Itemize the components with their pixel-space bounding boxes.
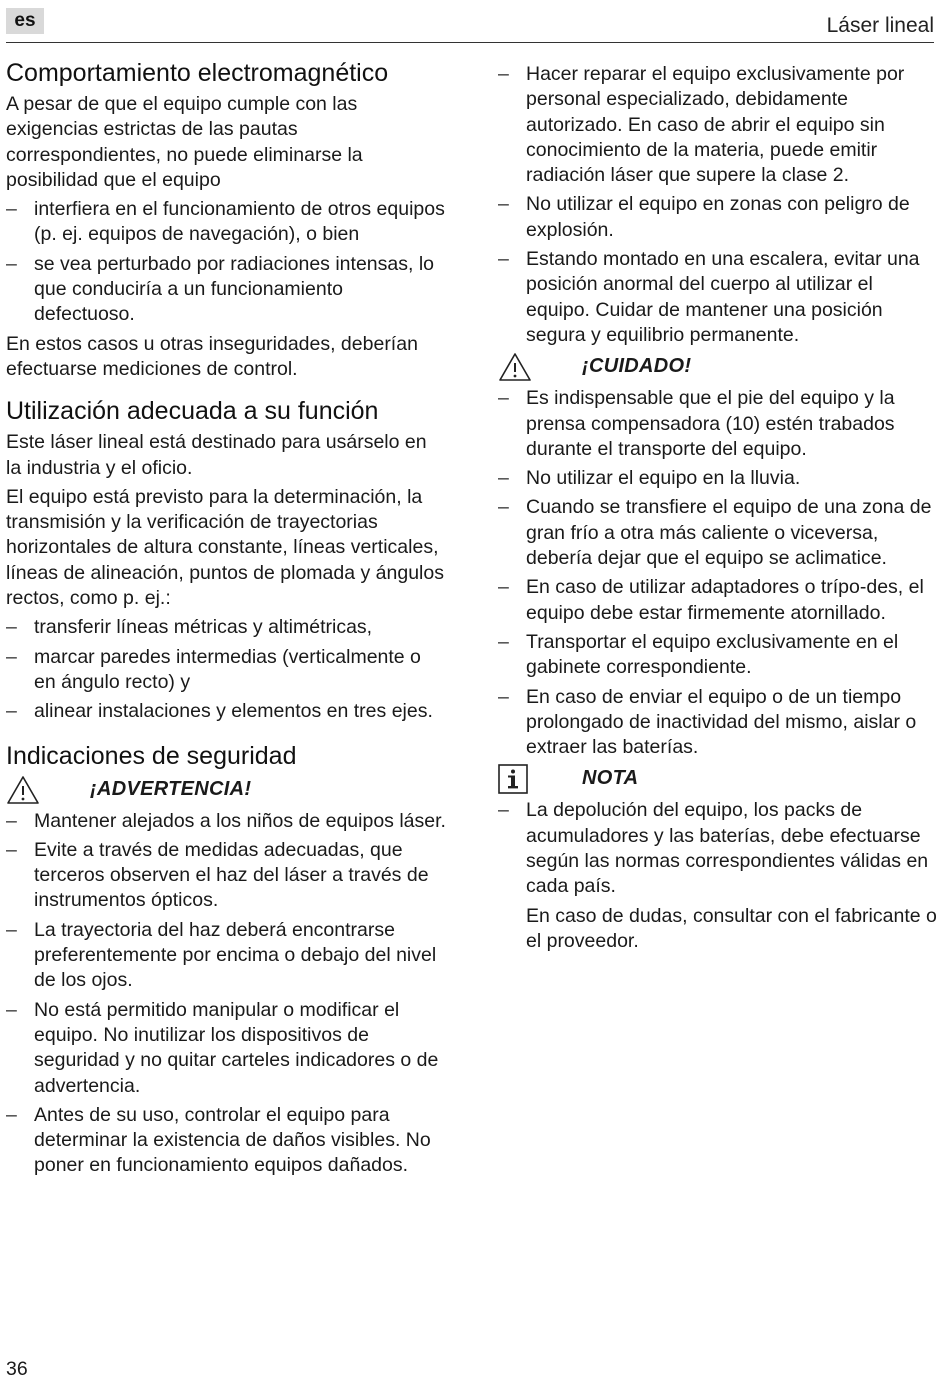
note-text: En caso de dudas, consultar con el fabricante o el proveedor. <box>526 904 937 952</box>
list-item: – interfiera en el funcionamiento de otros equipos (p. ej. equipos de navegación), o bien <box>6 197 446 248</box>
list-item: – Mantener alejados a los niños de equipos láser. <box>6 809 446 834</box>
info-icon <box>498 764 528 799</box>
note-callout <box>498 764 938 796</box>
note-label: NOTA <box>582 767 639 790</box>
language-badge: es <box>6 8 44 34</box>
list-item: – No utilizar el equipo en zonas con peligro de explosión. <box>498 192 938 243</box>
emc-heading: Comportamiento electromagnético <box>6 59 389 87</box>
list-item: – En caso de utilizar adaptadores o trípo-des, el equipo debe estar firmemente atornillado. <box>498 575 938 626</box>
list-item: – Estando montado en una escalera, evitar una posición anormal del cuerpo al utilizar el equipo. Cuidar de mantener una posición segura y equilibrio permanente. <box>498 247 938 348</box>
emc-list <box>6 197 446 327</box>
warning-label: ¡ADVERTENCIA! <box>90 777 252 800</box>
right-column <box>498 62 938 954</box>
list-item: – No utilizar el equipo en la lluvia. <box>498 466 938 491</box>
intended-use-heading: Utilización adecuada a su función <box>6 397 379 426</box>
caution-list <box>498 386 938 760</box>
list-item: – Antes de su uso, controlar el equipo para determinar la existencia de daños visibles. No poner en funcionamiento equipos dañados. <box>6 1103 446 1179</box>
caution-label: ¡CUIDADO! <box>582 355 692 378</box>
list-item: – En caso de enviar el equipo o de un tiempo prolongado de inactividad del mismo, aislar o extraer las baterías. <box>498 685 938 761</box>
list-item: – Evite a través de medidas adecuadas, que terceros observen el haz del láser a través de instrumentos ópticos. <box>6 838 446 914</box>
list-item: – transferir líneas métricas y altimétricas, <box>6 615 446 640</box>
list-item: – marcar paredes intermedias (verticalmente o en ángulo recto) y <box>6 645 446 696</box>
list-item: – alinear instalaciones y elementos en tres ejes. <box>6 699 446 724</box>
list-item: – Es indispensable que el pie del equipo y la prensa compensadora (10) estén trabados durante el transporte del equipo. <box>498 386 938 462</box>
warning-triangle-icon <box>6 775 40 810</box>
list-item: – se vea perturbado por radiaciones intensas, lo que conduciría a un funcionamiento defectuoso. <box>6 252 446 328</box>
safety-heading: Indicaciones de seguridad <box>6 741 297 770</box>
note-list <box>498 798 938 899</box>
warning-list <box>6 809 446 1179</box>
intended-use-list <box>6 615 446 724</box>
warning-callout <box>6 775 446 807</box>
caution-triangle-icon <box>498 352 532 387</box>
list-item: – La depolución del equipo, los packs de acumuladores y las baterías, debe efectuarse según las normas correspondientes válidas en cada país. <box>498 798 938 899</box>
page-number: 36 <box>6 1358 28 1380</box>
safety-list-continued <box>498 62 938 348</box>
list-item: – Hacer reparar el equipo exclusivamente por personal especializado, debidamente autorizado. En caso de abrir el equipo sin conocimiento de la materia, puede emitir radiación láser que supere la clase 2. <box>498 62 938 188</box>
intended-use-paragraph-1: Este láser lineal está destinado para usárselo en la industria y el oficio. <box>6 431 427 479</box>
page-header <box>6 8 934 43</box>
list-item: – La trayectoria del haz deberá encontrarse preferentemente por encima o debajo del nivel de los ojos. <box>6 918 446 994</box>
caution-callout <box>498 352 938 384</box>
list-item: – No está permitido manipular o modificar el equipo. No inutilizar los dispositivos de seguridad y no quitar carteles indicadores o de advertencia. <box>6 998 446 1099</box>
emc-outro: En estos casos u otras inseguridades, deberían efectuarse mediciones de control. <box>6 332 418 380</box>
intended-use-paragraph-2: El equipo está previsto para la determinación, la transmisión y la verificación de trayectorias horizontales de altura constante, líneas verticales, líneas de alineación, puntos de plomada y ángulos rectos, como p. ej.: <box>6 485 444 610</box>
left-column <box>6 58 446 1183</box>
list-item: – Cuando se transfiere el equipo de una zona de gran frío a otra más caliente o viceversa, debería dejar que el equipo se aclimatice. <box>498 495 938 571</box>
list-item: – Transportar el equipo exclusivamente en el gabinete correspondiente. <box>498 630 938 681</box>
emc-intro: A pesar de que el equipo cumple con las exigencias estrictas de las pautas correspondientes, no puede eliminarse la posibilidad que el equipo <box>6 93 363 191</box>
document-title: Láser lineal <box>826 14 934 37</box>
